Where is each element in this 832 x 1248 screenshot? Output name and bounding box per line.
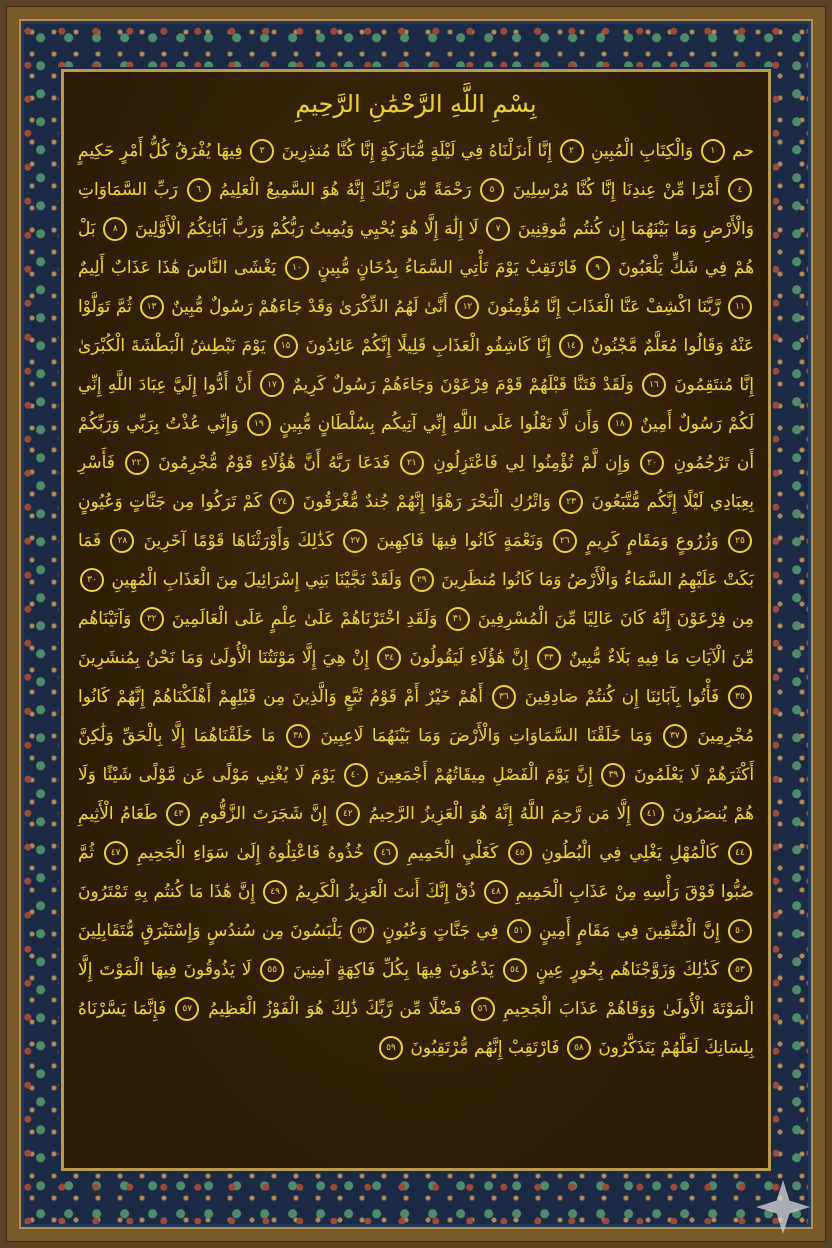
verse-number-marker: ٥٤ [503,958,527,982]
verse: حم [732,141,755,161]
verse: فَدَعَا رَبَّهُ أَنَّ هَٰؤُلَاءِ قَوْمٌ مُّجْرِمُونَ [158,453,391,473]
page-background [6,6,826,1242]
verse-number-marker: ٣٣ [537,646,561,670]
verse-number-marker: ٣٩ [601,763,625,787]
verse-number-marker: ١٢ [455,295,479,319]
verse: أَنْ أَدُّوا إِلَيَّ عِبَادَ اللَّهِ إِنِّي لَكُمْ رَسُولٌ أَمِينٌ [78,375,755,434]
verse-number-marker: ٤٥ [508,841,532,865]
verse: لَا يَذُوقُونَ فِيهَا الْمَوْتَ إِلَّا الْمَوْتَةَ الْأُولَىٰ وَوَقَاهُمْ عَذَابَ الْجَحِيمِ [78,960,755,1019]
verse: مِن فِرْعَوْنَ إِنَّهُ كَانَ عَالِيًا مِّنَ الْمُسْرِفِينَ [477,609,755,629]
verse: كَالْمُهْلِ يَغْلِي فِي الْبُطُونِ [541,843,719,863]
verse-number-marker: ١٩ [247,412,271,436]
verse: مَا خَلَقْنَاهُمَا إِلَّا بِالْحَقِّ وَلَٰكِنَّ أَكْثَرَهُمْ لَا يَعْلَمُونَ [78,726,755,785]
verse-number-marker: ١٤ [559,334,583,358]
verse: وَزُرُوعٍ وَمَقَامٍ كَرِيمٍ [586,531,719,551]
verse: كَذَٰلِكَ وَزَوَّجْنَاهُم بِحُورٍ عِينٍ [535,960,720,980]
verse: وَإِن لَّمْ تُؤْمِنُوا لِي فَاعْتَزِلُونِ [433,453,631,473]
verse: إِنَّا كَاشِفُو الْعَذَابِ قَلِيلًا إِنَّكُمْ عَائِدُونَ [305,336,552,356]
ornamental-border [19,19,813,1229]
text-panel [61,69,771,1171]
verse-number-marker: ٤٠ [344,763,368,787]
verse: فَضْلًا مِّن رَّبِّكَ ذَٰلِكَ هُوَ الْفَوْزُ الْعَظِيمُ [208,999,462,1019]
verse-number-marker: ٣٦ [492,685,516,709]
verse: رَبِّ السَّمَاوَاتِ وَالْأَرْضِ وَمَا بَيْنَهُمَا إِن كُنتُم مُّوقِنِينَ [78,180,754,239]
verse: إِنَّ يَوْمَ الْفَصْلِ مِيقَاتُهُمْ أَجْمَعِينَ [376,765,593,785]
verse-number-marker: ٢٠ [640,451,664,475]
verse: وَآتَيْنَاهُم مِّنَ الْآيَاتِ مَا فِيهِ بَلَاءٌ مُّبِينٌ [78,609,755,668]
verse: يَوْمَ لَا يُغْنِي مَوْلًى عَن مَّوْلًى شَيْئًا وَلَا هُمْ يُنصَرُونَ [78,765,754,824]
verse-number-marker: ٣ [250,139,274,163]
verse-number-marker: ٢ [560,139,584,163]
verse: يَدْعُونَ فِيهَا بِكُلِّ فَاكِهَةٍ آمِنِينَ [293,960,494,980]
verse: يَغْشَى النَّاسَ هَٰذَا عَذَابٌ أَلِيمٌ [78,258,277,278]
verse-number-marker: ٥٥ [260,958,284,982]
verse: فَأْتُوا بِآبَائِنَا إِن كُنتُمْ صَادِقِينَ [524,687,720,707]
verse: أَمْرًا مِّنْ عِندِنَا إِنَّا كُنَّا مُرْسِلِينَ [512,180,720,200]
verse-number-marker: ٩ [586,256,610,280]
verse: فِيهَا يُفْرَقُ كُلُّ أَمْرٍ حَكِيمٍ [78,141,243,161]
verse: إِنَّ هَٰؤُلَاءِ لَيَقُولُونَ [409,648,529,668]
verse: وَأَن لَّا تَعْلُوا عَلَى اللَّهِ إِنِّي آتِيكُم بِسُلْطَانٍ مُّبِينٍ [279,414,600,434]
verse-number-marker: ١٨ [608,412,632,436]
verse: أَهُمْ خَيْرٌ أَمْ قَوْمُ تُبَّعٍ وَالَّذِينَ مِن قَبْلِهِمْ أَهْلَكْنَاهُمْ إِنَّهُمْ كَانُوا مُجْرِمِينَ [78,687,754,746]
verse: فَمَا بَكَتْ عَلَيْهِمُ السَّمَاءُ وَالْأَرْضُ وَمَا كَانُوا مُنظَرِينَ [78,531,754,590]
verse-number-marker: ٥٠ [728,919,752,943]
verse: ثُمَّ تَوَلَّوْا عَنْهُ وَقَالُوا مُعَلَّمٌ مَّجْنُونٌ [78,297,755,356]
verse-number-marker: ٥٧ [175,997,199,1021]
verse-number-marker: ٢٢ [125,451,149,475]
verse-number-marker: ٢٦ [553,529,577,553]
verse: إِنَّ هَٰذَا مَا كُنتُم بِهِ تَمْتَرُونَ [78,882,256,902]
verse-number-marker: ٤٩ [263,880,287,904]
verse: رَّبَّنَا اكْشِفْ عَنَّا الْعَذَابَ إِنَّا مُؤْمِنُونَ [487,297,721,317]
verse-number-marker: ٥ [480,178,504,202]
verse-number-marker: ٥٨ [567,1036,591,1060]
verse: خُذُوهُ فَاعْتِلُوهُ إِلَىٰ سَوَاءِ الْجَحِيمِ [137,843,365,863]
surah-text [78,132,754,1068]
verse: فَارْتَقِبْ يَوْمَ تَأْتِي السَّمَاءُ بِدُخَانٍ مُّبِينٍ [317,258,577,278]
verse-number-marker: ٣٠ [80,568,104,592]
verse-number-marker: ٤٢ [336,802,360,826]
verse-number-marker: ١ [701,139,725,163]
verse-number-marker: ٧ [486,217,510,241]
verse-number-marker: ٥٣ [728,958,752,982]
verse-number-marker: ٤٦ [374,841,398,865]
verse-number-marker: ٣١ [446,607,470,631]
verse-number-marker: ١٠ [285,256,309,280]
verse: أَنَّىٰ لَهُمُ الذِّكْرَىٰ وَقَدْ جَاءَهُمْ رَسُولٌ مُّبِينٌ [171,297,448,317]
verse-number-marker: ٥١ [507,919,531,943]
verse: وَالْكِتَابِ الْمُبِينِ [591,141,694,161]
verse-number-marker: ١٣ [140,295,164,319]
verse-number-marker: ١٥ [274,334,298,358]
verse-number-marker: ٥٦ [471,997,495,1021]
verse: فَأَسْرِ بِعِبَادِي لَيْلًا إِنَّكُم مُّتَّبَعُونَ [78,453,755,512]
verse-number-marker: ١٧ [260,373,284,397]
verse-number-marker: ٤٣ [166,802,190,826]
verse: وَاتْرُكِ الْبَحْرَ رَهْوًا إِنَّهُمْ جُندٌ مُّغْرَقُونَ [302,492,551,512]
verse: فِي جَنَّاتٍ وَعُيُونٍ [382,921,499,941]
verse: يَلْبَسُونَ مِن سُندُسٍ وَإِسْتَبْرَقٍ مُّتَقَابِلِينَ [78,921,343,941]
verse-number-marker: ١١ [728,295,752,319]
verse: وَلَقَدْ نَجَّيْنَا بَنِي إِسْرَائِيلَ مِنَ الْعَذَابِ الْمُهِينِ [111,570,403,590]
verse-number-marker: ٤٧ [104,841,128,865]
verse: ثُمَّ صُبُّوا فَوْقَ رَأْسِهِ مِنْ عَذَابِ الْحَمِيمِ [78,843,754,902]
verse-number-marker: ٣٥ [728,685,752,709]
verse-number-marker: ٤١ [640,802,664,826]
verse-number-marker: ٣٧ [663,724,687,748]
verse-number-marker: ٤٤ [728,841,752,865]
verse: رَحْمَةً مِّن رَّبِّكَ إِنَّهُ هُوَ السَّمِيعُ الْعَلِيمُ [219,180,472,200]
verse-number-marker: ٦ [187,178,211,202]
verse: فَارْتَقِبْ إِنَّهُم مُّرْتَقِبُونَ [410,1038,560,1058]
bismillah: بِسْمِ اللَّهِ الرَّحْمَٰنِ الرَّحِيمِ [295,90,537,118]
verse: طَعَامُ الْأَثِيمِ [78,804,158,824]
verse-number-marker: ٣٨ [286,724,310,748]
verse: وَنَعْمَةٍ كَانُوا فِيهَا فَاكِهِينَ [376,531,544,551]
verse-number-marker: ٨ [103,217,127,241]
verse: وَلَقَدْ فَتَنَّا قَبْلَهُمْ قَوْمَ فِرْعَوْنَ وَجَاءَهُمْ رَسُولٌ كَرِيمٌ [292,375,634,395]
verse-number-marker: ٣٢ [140,607,164,631]
verse-number-marker: ٥٢ [350,919,374,943]
verse-number-marker: ٢٣ [559,490,583,514]
verse: فَإِنَّمَا يَسَّرْنَاهُ بِلِسَانِكَ لَعَلَّهُمْ يَتَذَكَّرُونَ [78,999,754,1058]
verse-number-marker: ١٦ [642,373,666,397]
verse: وَإِنِّي عُذْتُ بِرَبِّي وَرَبِّكُمْ أَن تَرْجُمُونِ [78,414,755,473]
verse: إِنَّا أَنزَلْنَاهُ فِي لَيْلَةٍ مُّبَارَكَةٍ إِنَّا كُنَّا مُنذِرِينَ [281,141,553,161]
verse-number-marker: ٣٤ [377,646,401,670]
verse: لَا إِلَٰهَ إِلَّا هُوَ يُحْيِي وَيُمِيتُ رَبُّكُمْ وَرَبُّ آبَائِكُمُ الْأَوَّلِينَ [134,219,479,239]
verse-number-marker: ٢٨ [110,529,134,553]
verse: وَمَا خَلَقْنَا السَّمَاوَاتِ وَالْأَرْضَ وَمَا بَيْنَهُمَا لَاعِبِينَ [320,726,653,746]
verse: إِنَّ شَجَرَتَ الزَّقُّومِ [199,804,328,824]
verse: إِنْ هِيَ إِلَّا مَوْتَتُنَا الْأُولَىٰ وَمَا نَحْنُ بِمُنشَرِينَ [78,648,370,668]
verse: كَذَٰلِكَ وَأَوْرَثْنَاهَا قَوْمًا آخَرِينَ [143,531,335,551]
verse-number-marker: ٢٥ [728,529,752,553]
verse-number-marker: ٢١ [400,451,424,475]
verse-number-marker: ٤٨ [484,880,508,904]
verse-number-marker: ٥٩ [379,1036,403,1060]
verse: إِنَّ الْمُتَّقِينَ فِي مَقَامٍ أَمِينٍ [538,921,720,941]
verse: ذُقْ إِنَّكَ أَنتَ الْعَزِيزُ الْكَرِيمُ [295,882,476,902]
verse: إِلَّا مَن رَّحِمَ اللَّهُ إِنَّهُ هُوَ الْعَزِيزُ الرَّحِيمُ [368,804,631,824]
verse: بَلْ هُمْ فِي شَكٍّ يَلْعَبُونَ [78,219,755,278]
verse-number-marker: ٢٩ [410,568,434,592]
verse-number-marker: ٢٤ [270,490,294,514]
verse: كَمْ تَرَكُوا مِن جَنَّاتٍ وَعُيُونٍ [78,492,263,512]
verse-number-marker: ٢٧ [343,529,367,553]
verse: كَغَلْيِ الْحَمِيمِ [407,843,499,863]
verse: وَلَقَدِ اخْتَرْنَاهُمْ عَلَىٰ عِلْمٍ عَلَى الْعَالَمِينَ [171,609,438,629]
verse-number-marker: ٤ [728,178,752,202]
verse: يَوْمَ نَبْطِشُ الْبَطْشَةَ الْكُبْرَىٰ إِنَّا مُنتَقِمُونَ [78,336,754,395]
